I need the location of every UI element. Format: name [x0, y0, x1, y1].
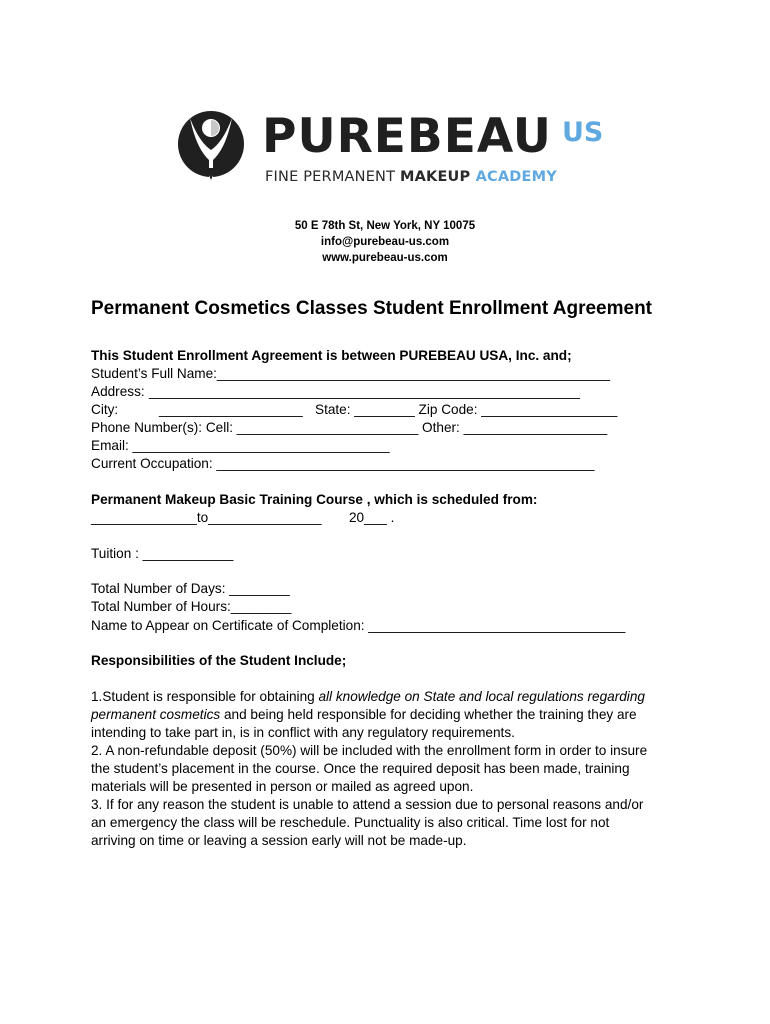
- state-zip-field: State: ________ Zip Code: __________________: [315, 402, 618, 417]
- responsibility-3-line-1: 3. If for any reason the student is unable to attend a session due to personal reasons and/or: [91, 797, 644, 812]
- course-dates-year: 20___ .: [349, 510, 395, 525]
- responsibility-3-line-3: arriving on time or leaving a session early will not be made-up.: [91, 833, 467, 848]
- responsibility-1-line-3: intending to take part in, is in conflict with any regulatory requirements.: [91, 725, 515, 740]
- responsibilities-heading: Responsibilities of the Student Include;: [91, 653, 347, 668]
- total-days-field: Total Number of Days: ________: [91, 581, 290, 596]
- responsibility-2-line-3: materials will be presented in person or mailed as agreed upon.: [91, 779, 474, 794]
- contact-website: www.purebeau-us.com: [322, 252, 448, 264]
- tuition-field: Tuition : ____________: [91, 546, 234, 561]
- course-heading: Permanent Makeup Basic Training Course , which is scheduled from:: [91, 492, 538, 507]
- responsibility-1-line-2: [91, 706, 637, 724]
- logo-tagline-part2: MAKEUP: [399, 169, 471, 185]
- responsibility-1-text-2: and being held responsible for deciding whether the training they are: [220, 707, 637, 722]
- contact-email: info@purebeau-us.com: [320, 236, 450, 248]
- course-dates-range: ______________to_______________: [91, 510, 322, 525]
- responsibility-1-line-1: [91, 688, 645, 706]
- purebeau-logo: [176, 108, 606, 188]
- responsibility-1-emphasis: all knowledge on State and local regulations regarding: [318, 689, 645, 704]
- responsibility-2-line-2: the student’s placement in the course. Once the required deposit has been made, training: [91, 761, 630, 776]
- logo-brand-name: PUREBEAU: [262, 109, 552, 164]
- document-title: Permanent Cosmetics Classes Student Enrollment Agreement: [91, 298, 653, 319]
- full-name-field: Student’s Full Name:____________________________________________________: [91, 366, 611, 381]
- logo-tagline-part3: ACADEMY: [470, 169, 557, 185]
- logo-brand-suffix: US: [562, 117, 604, 148]
- responsibility-1-emphasis-2: permanent cosmetics: [91, 707, 221, 722]
- certificate-name-field: Name to Appear on Certificate of Completion: __________________________________: [91, 618, 626, 633]
- agreement-intro: This Student Enrollment Agreement is between PUREBEAU USA, Inc. and;: [91, 348, 572, 363]
- responsibility-2-line-1: 2. A non-refundable deposit (50%) will be included with the enrollment form in order to insure: [91, 743, 648, 758]
- logo-tagline-part1: FINE PERMANENT: [265, 169, 400, 185]
- responsibility-1-text: 1.Student is responsible for obtaining: [91, 689, 319, 704]
- address-field-label: Address:: [91, 384, 145, 399]
- logo-tagline: [265, 169, 557, 186]
- logo-mark-icon: [176, 108, 246, 180]
- phone-field: Phone Number(s): Cell: ________________________ Other: ___________________: [91, 420, 608, 435]
- city-field-label: City:: [91, 402, 119, 417]
- address-field-blank: _________________________________________________________: [149, 384, 580, 399]
- contact-address: 50 E 78th St, New York, NY 10075: [294, 220, 476, 232]
- responsibility-3-line-2: an emergency the class will be reschedule. Punctuality is also critical. Time lost for not: [91, 815, 610, 830]
- total-hours-field: Total Number of Hours:________: [91, 599, 292, 614]
- email-field: Email: __________________________________: [91, 438, 390, 453]
- city-field-blank: ___________________: [159, 402, 303, 417]
- occupation-field: Current Occupation: __________________________________________________: [91, 456, 595, 471]
